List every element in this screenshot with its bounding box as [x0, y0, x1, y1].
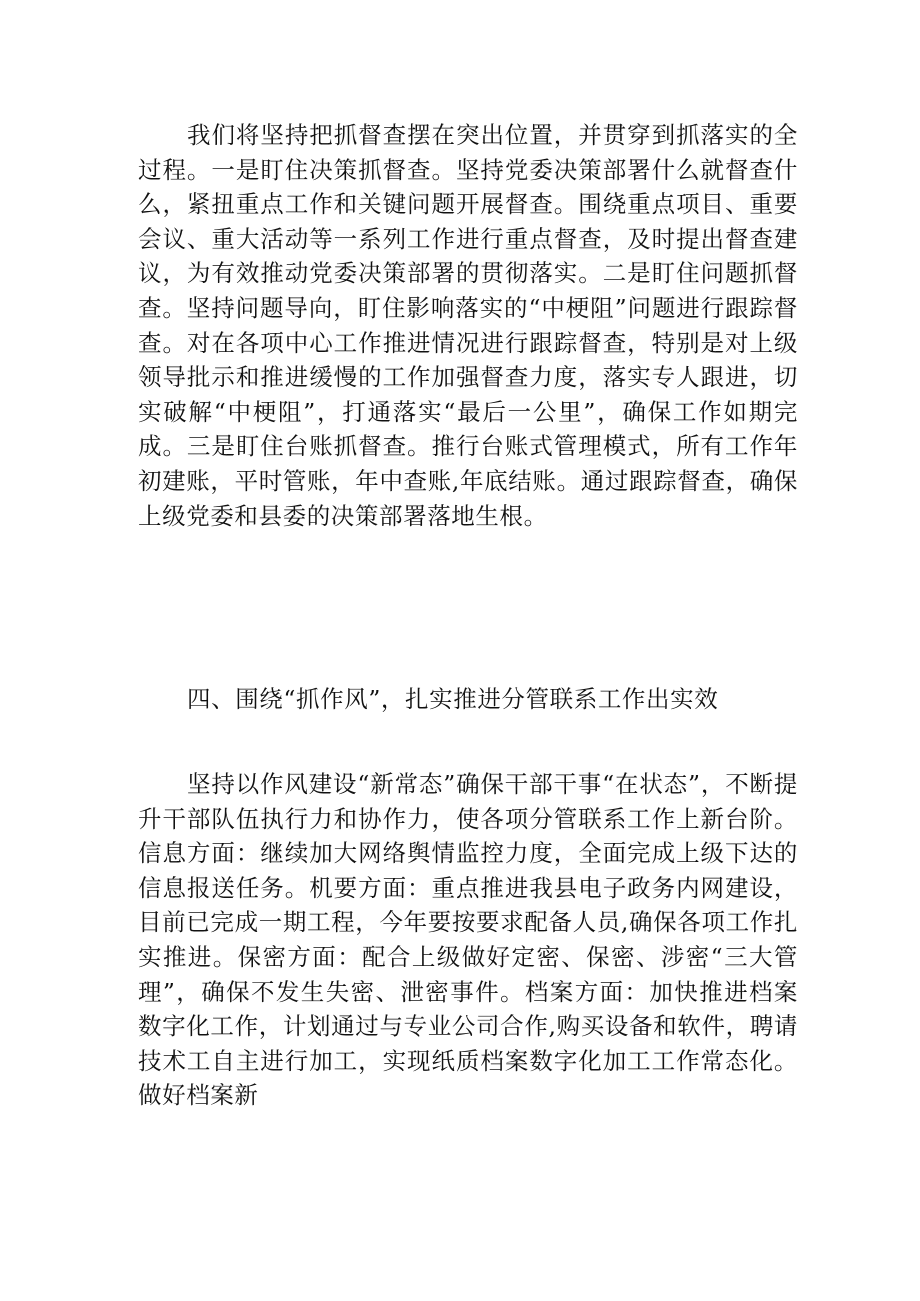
body-paragraph-supervision: 我们将坚持把抓督查摆在突出位置，并贯穿到抓落实的全过程。一是盯住决策抓督查。坚持党委决策部署什么就督查什么，紧扭重点工作和关键问题开展督查。围绕重点项目、重要会议、重大活动等一系列工作进行重点督查，及时提出督查建议，为有效推动党委决策部署的贯彻落实。二是盯住问题抓督查。坚持问题导向，盯住影响落实的“中梗阻”问题进行跟踪督查。对在各项中心工作推进情况进行跟踪督查，特别是对上级领导批示和推进缓慢的工作加强督查力度，落实专人跟进，切实破解“中梗阻”，打通落实“最后一公里”，确保工作如期完成。三是盯住台账抓督查。推行台账式管理模式，所有工作年初建账，平时管账，年中查账,年底结账。通过跟踪督查，确保上级党委和县委的决策部署落地生根。	[138, 121, 798, 530]
body-paragraph-work-style: 坚持以作风建设“新常态”确保干部干事“在状态”，不断提升干部队伍执行力和协作力，使各项分管联系工作上新台阶。信息方面：继续加大网络舆情监控力度，全面完成上级下达的信息报送任务。机要方面：重点推进我县电子政务内网建设，目前已完成一期工程，今年要按要求配备人员,确保各项工作扎实推进。保密方面：配合上级做好定密、保密、涉密“三大管理”，确保不发生失密、泄密事件。档案方面：加快推进档案数字化工作，计划通过与专业公司合作,购买设备和软件，聘请技术工自主进行加工，实现纸质档案数字化加工工作常态化。做好档案新	[138, 770, 798, 1110]
section-heading-4: 四、围绕“抓作风”，扎实推进分管联系工作出实效	[187, 685, 719, 713]
